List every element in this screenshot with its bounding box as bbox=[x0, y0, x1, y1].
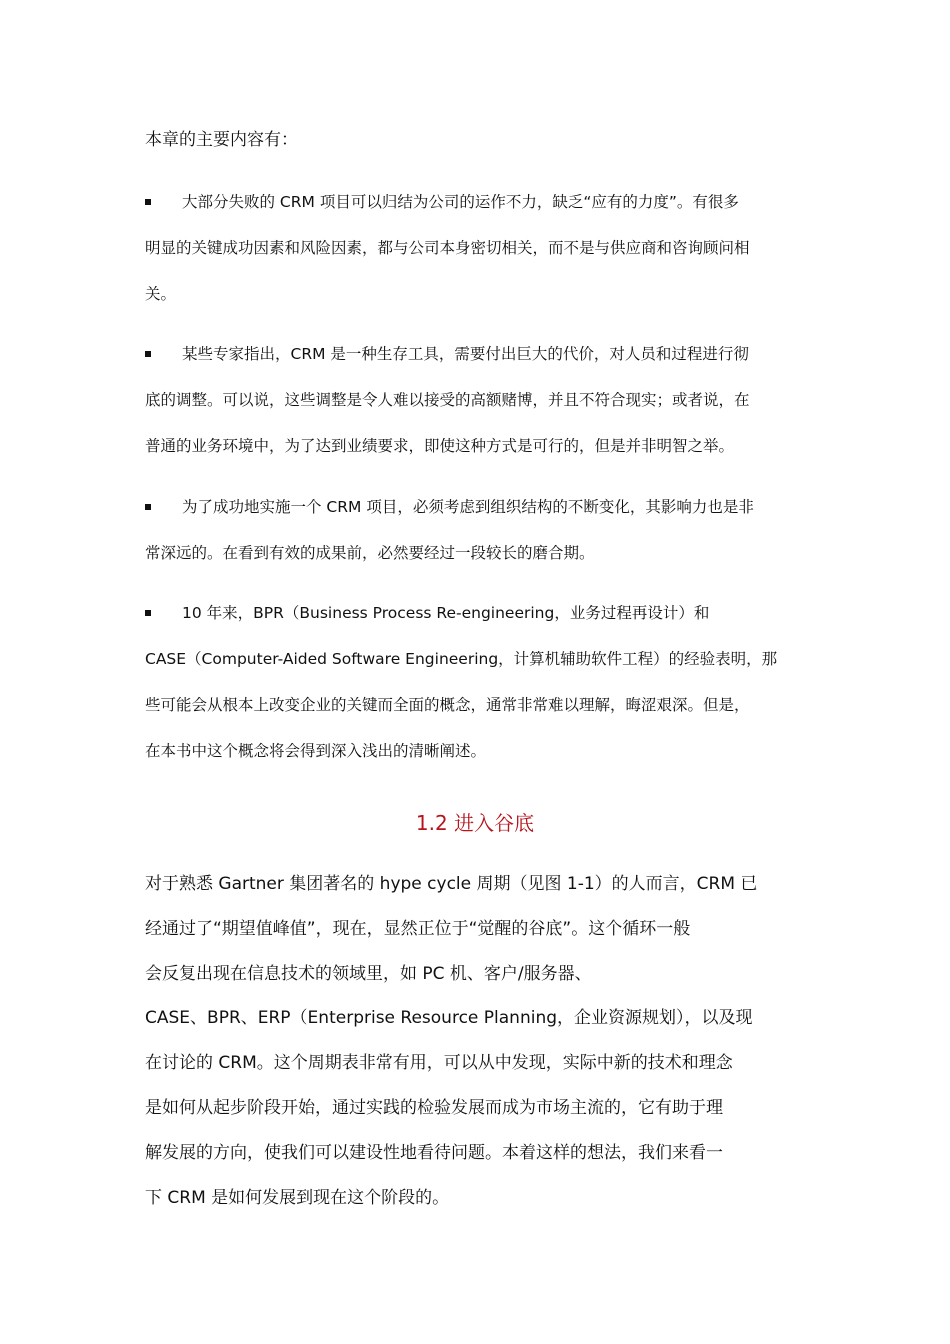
body-text-line: 对于熟悉 Gartner 集团著名的 hype cycle 周期（见图 1-1）的人而言，CRM 已 bbox=[145, 874, 758, 894]
bullet-text-line: 10 年来，BPR（Business Process Re-engineering，业务过程再设计）和 bbox=[182, 604, 710, 622]
square-bullet-icon bbox=[145, 351, 151, 357]
bullet-text-line: 在本书中这个概念将会得到深入浅出的清晰阐述。 bbox=[145, 742, 487, 760]
bullet-item bbox=[145, 590, 805, 774]
bullet-text-line: 普通的业务环境中，为了达到业绩要求，即使这种方式是可行的，但是并非明智之举。 bbox=[145, 437, 735, 455]
square-bullet-icon bbox=[145, 504, 151, 510]
body-text-line: 在讨论的 CRM。这个周期表非常有用，可以从中发现，实际中新的技术和理念 bbox=[145, 1053, 733, 1074]
chapter-intro: 本章的主要内容有： bbox=[145, 130, 298, 150]
bullet-item bbox=[145, 484, 805, 576]
bullet-text-line: 些可能会从根本上改变企业的关键而全面的概念，通常非常难以理解，晦涩艰深。但是， bbox=[145, 696, 750, 714]
body-text-line: 解发展的方向，使我们可以建设性地看待问题。本着这样的想法，我们来看一 bbox=[145, 1142, 723, 1163]
bullet-text-line: 明显的关键成功因素和风险因素，都与公司本身密切相关，而不是与供应商和咨询顾问相 bbox=[145, 239, 750, 257]
bullet-text-line: 常深远的。在看到有效的成果前，必然要经过一段较长的磨合期。 bbox=[145, 544, 595, 562]
bullet-text-line: 某些专家指出，CRM 是一种生存工具，需要付出巨大的代价，对人员和过程进行彻 bbox=[182, 345, 749, 363]
bullet-text-line: 关。 bbox=[145, 285, 177, 303]
body-text-line: 下 CRM 是如何发展到现在这个阶段的。 bbox=[145, 1187, 450, 1208]
body-paragraph bbox=[145, 862, 795, 1220]
body-text-line: 会反复出现在信息技术的领域里，如 PC 机、客户/服务器、 bbox=[145, 963, 592, 984]
bullet-text-line: CASE（Computer-Aided Software Engineering，计算机辅助软件工程）的经验表明，那 bbox=[145, 650, 778, 668]
bullet-item bbox=[145, 179, 805, 317]
body-text-line: 是如何从起步阶段开始，通过实践的检验发展而成为市场主流的，它有助于理 bbox=[145, 1097, 723, 1118]
bullet-text-line: 大部分失败的 CRM 项目可以归结为公司的运作不力，缺乏“应有的力度”。有很多 bbox=[182, 193, 739, 211]
body-text-line: 经通过了“期望值峰值”，现在，显然正位于“觉醒的谷底”。这个循环一般 bbox=[145, 918, 691, 939]
square-bullet-icon bbox=[145, 610, 151, 616]
bullet-text-line: 为了成功地实施一个 CRM 项目，必须考虑到组织结构的不断变化，其影响力也是非 bbox=[182, 498, 754, 516]
body-text-line: CASE、BPR、ERP（Enterprise Resource Planning，企业资源规划），以及现 bbox=[145, 1008, 753, 1029]
square-bullet-icon bbox=[145, 199, 151, 205]
bullet-item bbox=[145, 331, 805, 469]
bullet-text-line: 底的调整。可以说，这些调整是令人难以接受的高额赌博，并且不符合现实；或者说，在 bbox=[145, 391, 750, 409]
section-heading: 1.2 进入谷底 bbox=[415, 811, 535, 835]
